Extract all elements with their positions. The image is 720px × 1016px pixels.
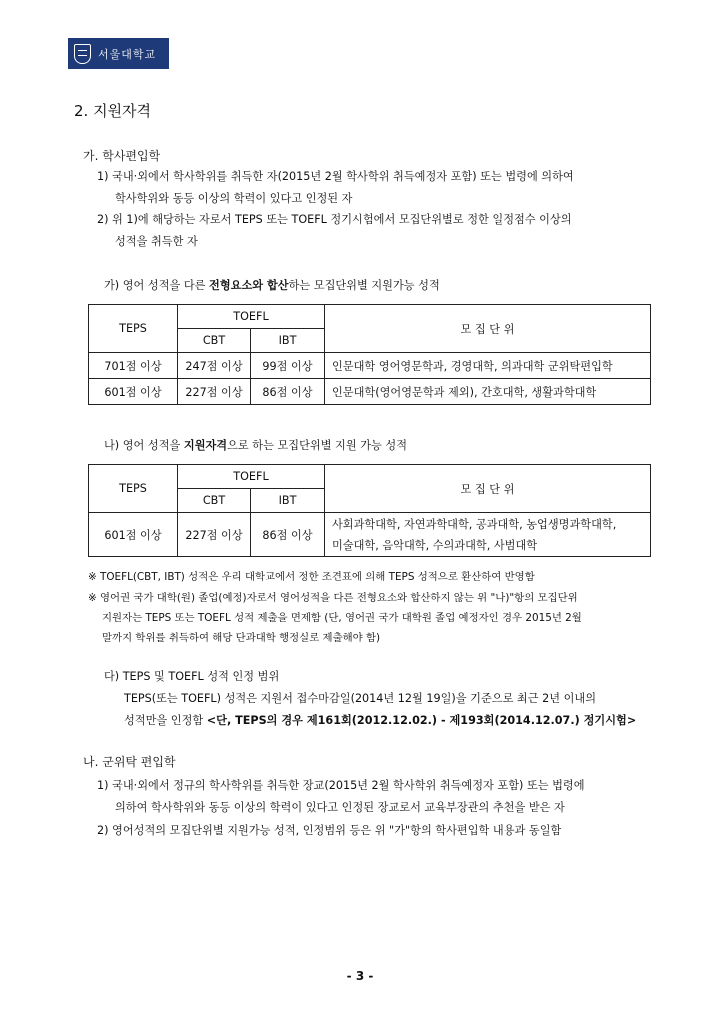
subsection-title-ga: 가. 학사편입학 <box>83 149 161 163</box>
sub-c-line1: TEPS(또는 TOEFL) 성적은 지원서 접수마감일(2014년 12월 19일)을 기준으로 최근 2년 이내의 <box>124 692 597 705</box>
page-number: - 3 - <box>346 969 374 983</box>
sub-a-pre: 가) 영어 성적을 다른 <box>104 279 210 292</box>
table-b-header-cbt: CBT <box>178 489 251 513</box>
sub-c-line2-bold: <단, TEPS의 경우 제161회(2012.12.02.) - 제193회(2014.12.07.) 정기시험> <box>206 714 637 727</box>
note-2-line1: ※ 영어권 국가 대학(원) 졸업(예정)자로서 영어성적을 다른 전형요소와 합산하지 않는 위 "나)"항의 모집단위 <box>88 592 578 604</box>
table-b-header-toefl: TOEFL <box>178 465 325 489</box>
table-a-r1-cbt: 247점 이상 <box>178 353 251 379</box>
table-a-header-toefl: TOEFL <box>178 305 325 329</box>
ga-item2-line1: 2) 위 1)에 해당하는 자로서 TEPS 또는 TOEFL 정기시험에서 모집단위별로 정한 일정점수 이상의 <box>97 213 572 226</box>
table-b-unit-line2: 미술대학, 음악대학, 수의과대학, 사범대학 <box>332 538 538 552</box>
table-b-r1-unit <box>325 513 651 557</box>
logo-text: 서울대학교 <box>98 47 157 61</box>
sub-a-post: 하는 모집단위별 지원가능 성적 <box>288 279 440 292</box>
table-a-header-cbt: CBT <box>178 329 251 353</box>
sub-b-post: 으로 하는 모집단위별 지원 가능 성적 <box>227 439 408 452</box>
na-item2: 2) 영어성적의 모집단위별 지원가능 성적, 인정범위 등은 위 "가"항의 학사편입학 내용과 동일함 <box>97 824 562 837</box>
sub-heading-a <box>104 277 440 293</box>
table-row <box>89 353 651 379</box>
table-a-r2-unit: 인문대학(영어영문학과 제외), 간호대학, 생활과학대학 <box>325 379 651 405</box>
university-emblem-icon <box>74 44 91 64</box>
table-a-r1-unit: 인문대학 영어영문학과, 경영대학, 의과대학 군위탁편입학 <box>325 353 651 379</box>
section-title: 2. 지원자격 <box>74 102 152 120</box>
sub-c-line2-text: 성적만을 인정함 <box>124 714 207 727</box>
table-a-header-teps: TEPS <box>89 305 178 353</box>
ga-item2-line2: 성적을 취득한 자 <box>115 235 198 248</box>
table-row <box>89 513 651 557</box>
table-b-unit-line1: 사회과학대학, 자연과학대학, 공과대학, 농업생명과학대학, <box>332 517 617 531</box>
na-item1-line1: 1) 국내·외에서 정규의 학사학위를 취득한 장교(2015년 2월 학사학위 취득예정자 포함) 또는 법령에 <box>97 779 585 792</box>
table-a-r1-ibt: 99점 이상 <box>251 353 325 379</box>
sub-heading-c: 다) TEPS 및 TOEFL 성적 인정 범위 <box>104 670 280 683</box>
sub-b-pre: 나) 영어 성적을 <box>104 439 184 452</box>
sub-c-line2 <box>124 712 636 728</box>
note-1: ※ TOEFL(CBT, IBT) 성적은 우리 대학교에서 정한 조견표에 의해 TEPS 성적으로 환산하여 반영함 <box>88 571 535 583</box>
table-b-r1-cbt: 227점 이상 <box>178 513 251 557</box>
subsection-title-na: 나. 군위탁 편입학 <box>83 755 176 769</box>
sub-heading-b <box>104 437 407 453</box>
ga-item1-line1: 1) 국내·외에서 학사학위를 취득한 자(2015년 2월 학사학위 취득예정자 포함) 또는 법령에 의하여 <box>97 170 574 183</box>
university-logo <box>68 38 169 69</box>
note-2-line3: 말까지 학위를 취득하여 해당 단과대학 행정실로 제출해야 함) <box>102 632 381 644</box>
table-a-r2-teps: 601점 이상 <box>89 379 178 405</box>
table-row <box>89 379 651 405</box>
table-a-header-unit: 모 집 단 위 <box>325 305 651 353</box>
table-a-r1-teps: 701점 이상 <box>89 353 178 379</box>
ga-item1-line2: 학사학위와 동등 이상의 학력이 있다고 인정된 자 <box>115 192 353 205</box>
table-a-header-ibt: IBT <box>251 329 325 353</box>
table-b-header-unit: 모 집 단 위 <box>325 465 651 513</box>
note-2-line2: 지원자는 TEPS 또는 TOEFL 성적 제출을 면제함 (단, 영어권 국가 대학원 졸업 예정자인 경우 2015년 2월 <box>102 612 582 624</box>
table-b-header-ibt: IBT <box>251 489 325 513</box>
table-b <box>88 464 651 557</box>
table-b-header-teps: TEPS <box>89 465 178 513</box>
table-b-r1-ibt: 86점 이상 <box>251 513 325 557</box>
table-b-r1-teps: 601점 이상 <box>89 513 178 557</box>
sub-b-bold: 지원자격 <box>183 439 228 452</box>
sub-a-bold: 전형요소와 합산 <box>209 279 289 292</box>
na-item1-line2: 의하여 학사학위와 동등 이상의 학력이 있다고 인정된 장교로서 교육부장관의 추천을 받은 자 <box>115 801 565 814</box>
table-a-r2-cbt: 227점 이상 <box>178 379 251 405</box>
table-a <box>88 304 651 405</box>
table-a-r2-ibt: 86점 이상 <box>251 379 325 405</box>
